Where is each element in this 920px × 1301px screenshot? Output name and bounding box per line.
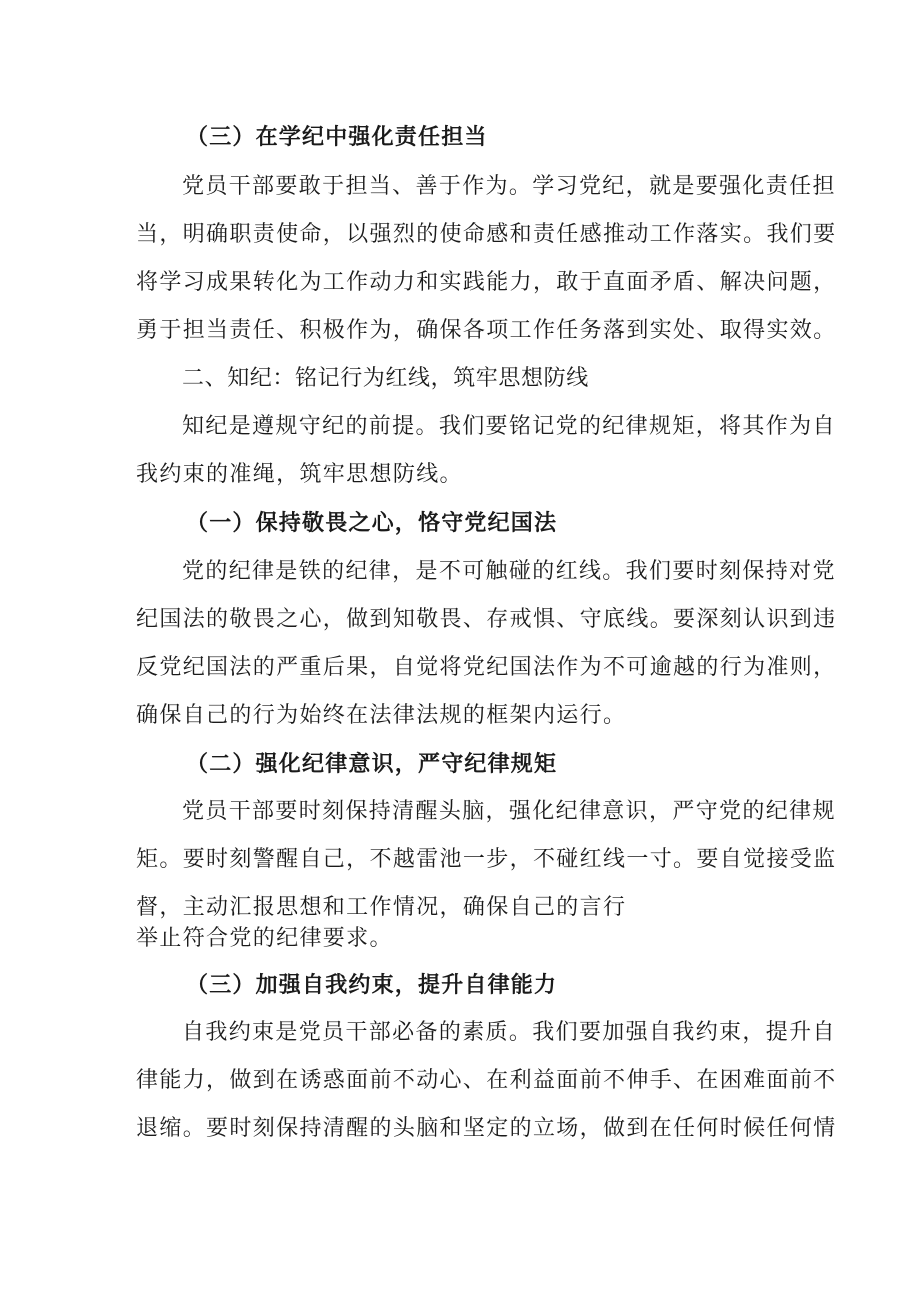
- paragraph-line: 举止符合党的纪律要求。: [136, 926, 393, 951]
- paragraph-line: 确保自己的行为始终在法律法规的框架内运行。: [136, 703, 627, 728]
- paragraph-line: 党员干部要时刻保持清醒头脑，强化纪律意识，严守党的纪律规: [182, 799, 836, 824]
- paragraph-line: 律能力，做到在诱惑面前不动心、在利益面前不伸手、在困难面前不: [136, 1068, 837, 1093]
- paragraph-line: 勇于担当责任、积极作为，确保各项工作任务落到实处、取得实效。: [136, 318, 837, 343]
- section-heading-2-3: （三）加强自我约束，提升自律能力: [186, 972, 558, 998]
- paragraph-line: 矩。要时刻警醒自己，不越雷池一步，不碰红线一寸。要自觉接受监: [136, 847, 837, 872]
- section-heading-2-1: （一）保持敬畏之心，恪守党纪国法: [186, 510, 558, 536]
- paragraph-line: 纪国法的敬畏之心，做到知敬畏、存戒惧、守底线。要深刻认识到违: [136, 607, 837, 632]
- paragraph-line: 自我约束是党员干部必备的素质。我们要加强自我约束，提升自: [182, 1020, 836, 1045]
- section-heading-2-2: （二）强化纪律意识，严守纪律规矩: [186, 751, 558, 777]
- paragraph-line: 退缩。要时刻保持清醒的头脑和坚定的立场，做到在任何时候任何情: [136, 1116, 837, 1141]
- paragraph-line: 党员干部要敢于担当、善于作为。学习党纪，就是要强化责任担: [182, 174, 836, 199]
- paragraph-line: 督，主动汇报思想和工作情况，确保自己的言行: [136, 895, 627, 920]
- section-heading-2: 二、知纪：铭记行为红线，筑牢思想防线: [182, 366, 589, 391]
- paragraph-line: 当，明确职责使命，以强烈的使命感和责任感推动工作落实。我们要: [136, 222, 837, 247]
- section-heading-3-3: （三）在学纪中强化责任担当: [186, 124, 488, 150]
- paragraph-line: 将学习成果转化为工作动力和实践能力，敢于直面矛盾、解决问题，: [136, 270, 837, 295]
- paragraph-line: 反党纪国法的严重后果，自觉将党纪国法作为不可逾越的行为准则，: [136, 655, 837, 680]
- paragraph-line: 党的纪律是铁的纪律，是不可触碰的红线。我们要时刻保持对党: [182, 559, 836, 584]
- paragraph-line: 我约束的准绳，筑牢思想防线。: [136, 462, 463, 487]
- paragraph-line: 知纪是遵规守纪的前提。我们要铭记党的纪律规矩，将其作为自: [182, 414, 836, 439]
